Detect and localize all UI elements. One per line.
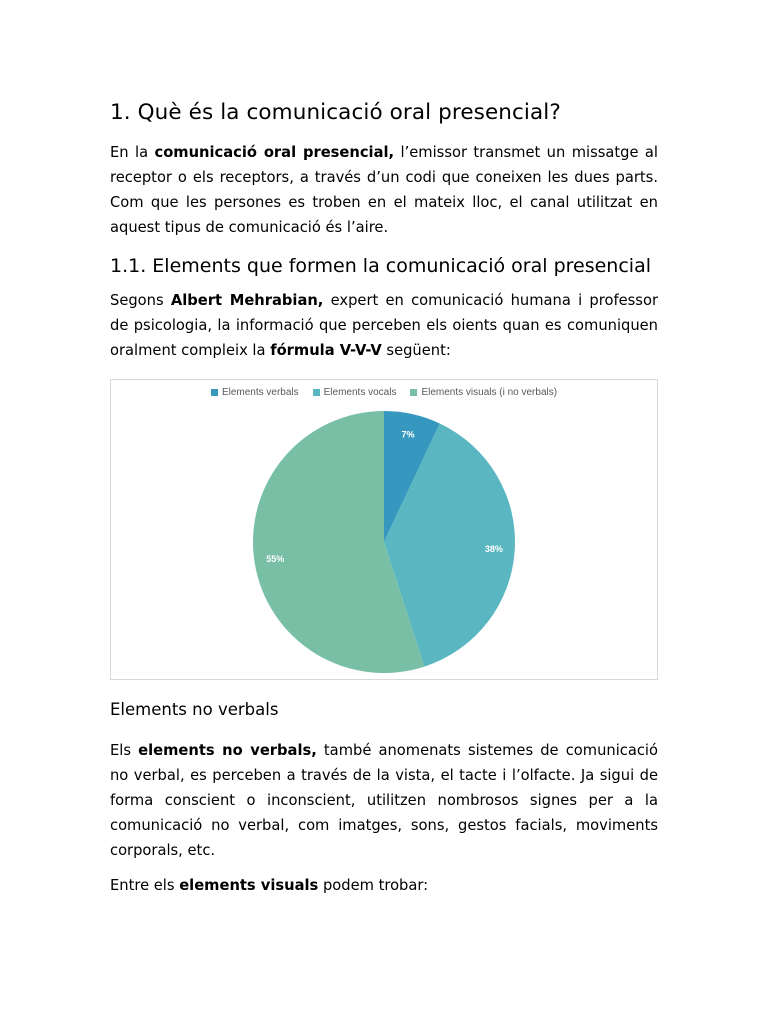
legend-swatch (410, 389, 417, 396)
pie-chart-svg (111, 380, 657, 679)
subsection-heading: 1.1. Elements que formen la comunicació oral presencial (110, 255, 651, 277)
nonverbal-paragraph (110, 738, 658, 863)
bold-term: elements visuals (179, 877, 319, 894)
legend-item (410, 387, 557, 398)
subheading: Elements no verbals (110, 700, 279, 719)
bold-term: comunicació oral presencial, (154, 144, 395, 161)
legend-swatch (211, 389, 218, 396)
text-run: expert en comunicació humana i professor de psicologia, la informació que perceben els oients quan es comuniquen oralment compleix la (110, 292, 658, 359)
bold-name: Albert Mehrabian, (170, 292, 324, 309)
legend-label: Elements verbals (221, 387, 299, 398)
slice-data-label: 38% (484, 543, 503, 554)
text-run: següent: (381, 342, 451, 359)
text-run: també anomenats sistemes de comunicació no verbal, es perceben a través de la vista, el tacte i l’olfacte. Ja sigui de forma conscient o inconscient, utilitzen nombrosos signes per a la comunicació no verbal, com imatges, sons, gestos facials, moviments corporals, etc. (110, 742, 658, 859)
text-run: l’emissor transmet un missatge al receptor o els receptors, a través d’un codi que coneixen les dues parts. Com que les persones es troben en el mateix lloc, el canal utilitzat en aquest tipus de comunicació és l’aire. (110, 144, 658, 236)
slice-data-label: 7% (401, 429, 415, 440)
text-run: Segons (110, 292, 171, 309)
text-run: podem trobar: (318, 877, 429, 894)
visual-elements-paragraph (110, 873, 658, 898)
chart-legend (111, 387, 657, 398)
bold-term: elements no verbals, (138, 742, 317, 759)
intro-paragraph (110, 140, 658, 240)
legend-item (211, 387, 299, 398)
section-heading: 1. Què és la comunicació oral presencial? (110, 100, 561, 125)
slice-data-label: 55% (266, 554, 285, 565)
text-run: Els (110, 742, 139, 759)
text-run: Entre els (110, 877, 180, 894)
legend-swatch (313, 389, 320, 396)
text-run: En la (110, 144, 155, 161)
document-content (110, 98, 658, 898)
bold-formula: fórmula V-V-V (270, 342, 382, 359)
legend-label: Elements vocals (323, 387, 397, 398)
mehrabian-paragraph (110, 288, 658, 363)
legend-label: Elements visuals (i no verbals) (421, 387, 558, 398)
legend-item (313, 387, 397, 398)
pie-chart (110, 379, 658, 680)
